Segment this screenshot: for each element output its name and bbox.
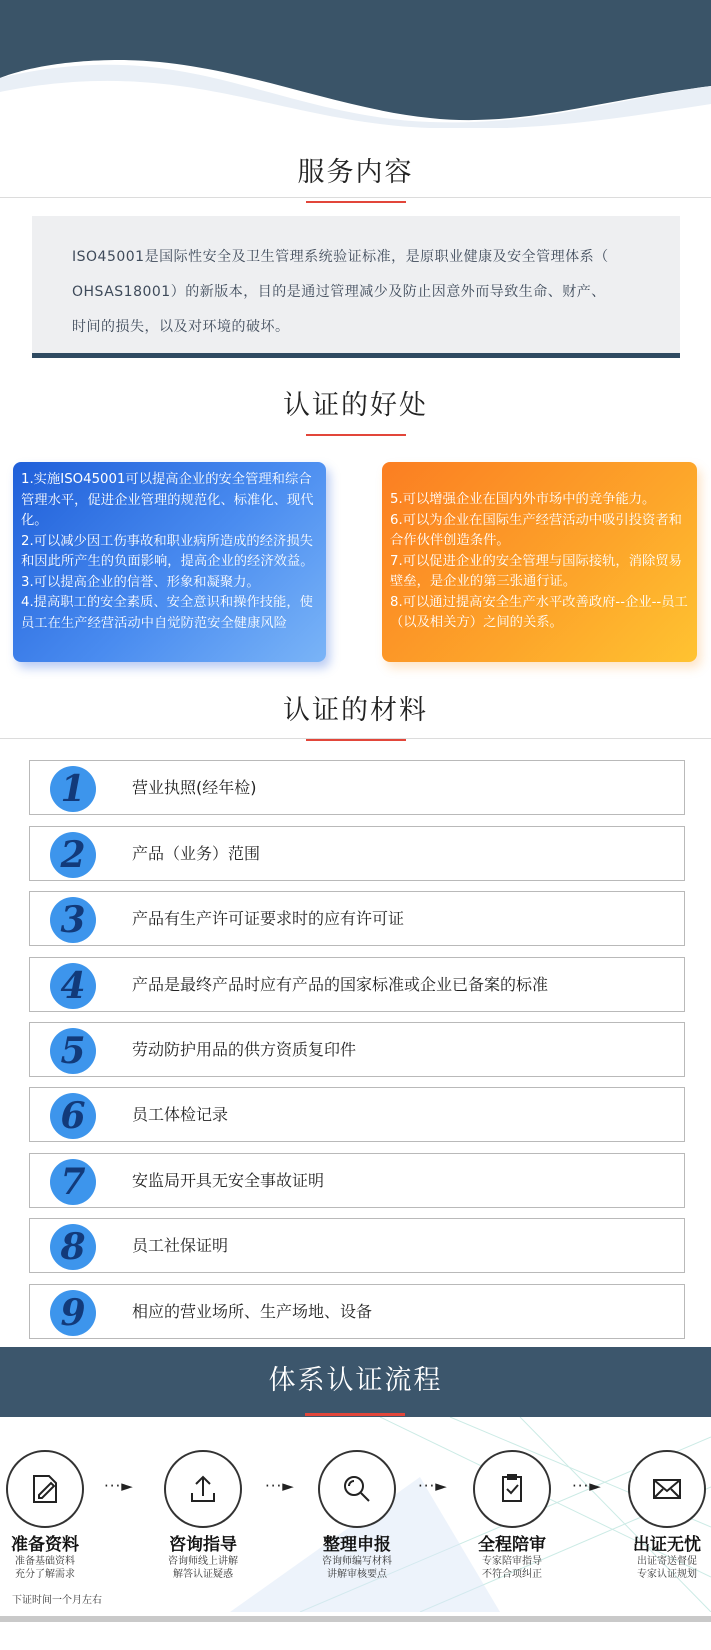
- benefits-card-left: [13, 462, 326, 662]
- benefit-item: 6.可以为企业在国际生产经营活动中吸引投资者和合作伙伴创造条件。: [390, 512, 682, 548]
- material-row: [29, 957, 685, 1012]
- material-number-badge: 5: [50, 1028, 96, 1074]
- material-row: [29, 1284, 685, 1339]
- magnifier-icon: [318, 1450, 396, 1528]
- benefit-item: 8.可以通过提高安全生产水平改善政府--企业--员工（以及相关方）之间的关系。: [390, 594, 688, 630]
- flow-step: [153, 1450, 253, 1581]
- flow-step-desc: 出证寄送督促: [637, 1556, 697, 1567]
- flow-section-header: [0, 1347, 711, 1417]
- flow-step-title: 咨询指导: [169, 1535, 237, 1555]
- flow-arrow-icon: ···►: [265, 1477, 295, 1495]
- material-text: 员工体检记录: [132, 1105, 229, 1124]
- materials-title: 认证的材料: [283, 695, 428, 726]
- flow-step: [462, 1450, 562, 1581]
- flow-step-desc: 咨询师线上讲解: [168, 1556, 238, 1567]
- flow-arrow-icon: ···►: [418, 1477, 448, 1495]
- service-intro-box: [32, 216, 680, 358]
- flow-step-title: 整理申报: [323, 1535, 391, 1555]
- flow-title: 体系认证流程: [268, 1365, 443, 1396]
- flow-step: [617, 1450, 711, 1581]
- benefits-section-header: [0, 383, 711, 436]
- material-row: [29, 1153, 685, 1208]
- benefit-item: 7.可以促进企业的安全管理与国际接轨，消除贸易壁垒，是企业的第三张通行证。: [390, 553, 682, 589]
- benefits-card-right: [382, 462, 697, 662]
- material-text: 产品有生产许可证要求时的应有许可证: [132, 909, 405, 928]
- material-number-badge: 7: [50, 1159, 96, 1205]
- material-row: [29, 826, 685, 881]
- flow-step-desc: 充分了解需求: [15, 1569, 75, 1580]
- benefits-title-underline: [306, 434, 406, 436]
- flow-step-desc: 准备基础资料: [15, 1556, 75, 1567]
- divider: [0, 197, 711, 198]
- benefit-item: 1.实施ISO45001可以提高企业的安全管理和综合管理水平，促进企业管理的规范化、标准化、现代化。: [21, 472, 314, 528]
- flow-step-desc: 讲解审核要点: [327, 1569, 387, 1580]
- benefits-title: 认证的好处: [283, 390, 428, 421]
- material-text: 安监局开具无安全事故证明: [132, 1171, 325, 1190]
- benefit-item: 3.可以提高企业的信誉、形象和凝聚力。: [21, 574, 260, 590]
- flow-step-title: 出证无忧: [633, 1535, 701, 1555]
- flow-step-title: 准备资料: [11, 1535, 79, 1555]
- flow-step: [0, 1450, 95, 1581]
- flow-step-desc: 专家认证规划: [637, 1569, 697, 1580]
- service-title-underline: [306, 201, 406, 203]
- service-line: OHSAS18001）的新版本，目的是通过管理减少及防止因意外而导致生命、财产、: [72, 284, 606, 300]
- document-edit-icon: [6, 1450, 84, 1528]
- flow-title-underline: [305, 1413, 405, 1416]
- material-row: [29, 891, 685, 946]
- materials-section-header: [0, 688, 711, 741]
- material-number-badge: 9: [50, 1290, 96, 1336]
- flow-arrow-icon: ···►: [572, 1477, 602, 1495]
- material-text: 员工社保证明: [132, 1236, 229, 1255]
- material-text: 相应的营业场所、生产场地、设备: [132, 1302, 373, 1321]
- service-section-header: [0, 150, 711, 203]
- divider: [0, 738, 711, 739]
- bottom-divider: [0, 1616, 711, 1622]
- material-number-badge: 6: [50, 1093, 96, 1139]
- benefit-item: 2.可以减少因工伤事故和职业病所造成的经济损失和因此所产生的负面影响，提高企业的经济效益。: [21, 533, 314, 569]
- flow-step-desc: 咨询师编写材料: [322, 1556, 392, 1567]
- issuance-time-note: 下证时间一个月左右: [12, 1595, 102, 1606]
- material-number-badge: 3: [50, 897, 96, 943]
- service-line: 时间的损失，以及对环境的破坏。: [72, 319, 290, 335]
- benefit-item: 5.可以增强企业在国内外市场中的竞争能力。: [390, 492, 656, 507]
- benefit-item: 4.提高职工的安全素质、安全意识和操作技能，使员工在生产经营活动中自觉防范安全健康风险: [21, 595, 313, 631]
- material-number-badge: 8: [50, 1224, 96, 1270]
- material-row: [29, 1087, 685, 1142]
- top-wave-banner: [0, 0, 711, 128]
- flow-step: [307, 1450, 407, 1581]
- material-text: 劳动防护用品的供方资质复印件: [132, 1040, 357, 1059]
- service-line: ISO45001是国际性安全及卫生管理系统验证标准，是原职业健康及安全管理体系（: [72, 249, 609, 265]
- material-number-badge: 1: [50, 766, 96, 812]
- material-number-badge: 2: [50, 832, 96, 878]
- material-text: 产品（业务）范围: [132, 844, 261, 863]
- material-number-badge: 4: [50, 963, 96, 1009]
- flow-arrow-icon: ···►: [104, 1477, 134, 1495]
- material-row: [29, 760, 685, 815]
- flow-step-title: 全程陪审: [478, 1535, 546, 1555]
- flow-step-desc: 不符合项纠正: [482, 1569, 542, 1580]
- material-text: 营业执照(经年检): [132, 778, 257, 797]
- flow-step-desc: 专家陪审指导: [482, 1556, 542, 1567]
- material-row: [29, 1022, 685, 1077]
- material-row: [29, 1218, 685, 1273]
- upload-icon: [164, 1450, 242, 1528]
- flow-step-desc: 解答认证疑惑: [173, 1569, 233, 1580]
- service-title: 服务内容: [297, 157, 414, 188]
- materials-title-underline: [306, 739, 406, 741]
- clipboard-check-icon: [473, 1450, 551, 1528]
- material-text: 产品是最终产品时应有产品的国家标准或企业已备案的标准: [132, 975, 549, 994]
- envelope-icon: [628, 1450, 706, 1528]
